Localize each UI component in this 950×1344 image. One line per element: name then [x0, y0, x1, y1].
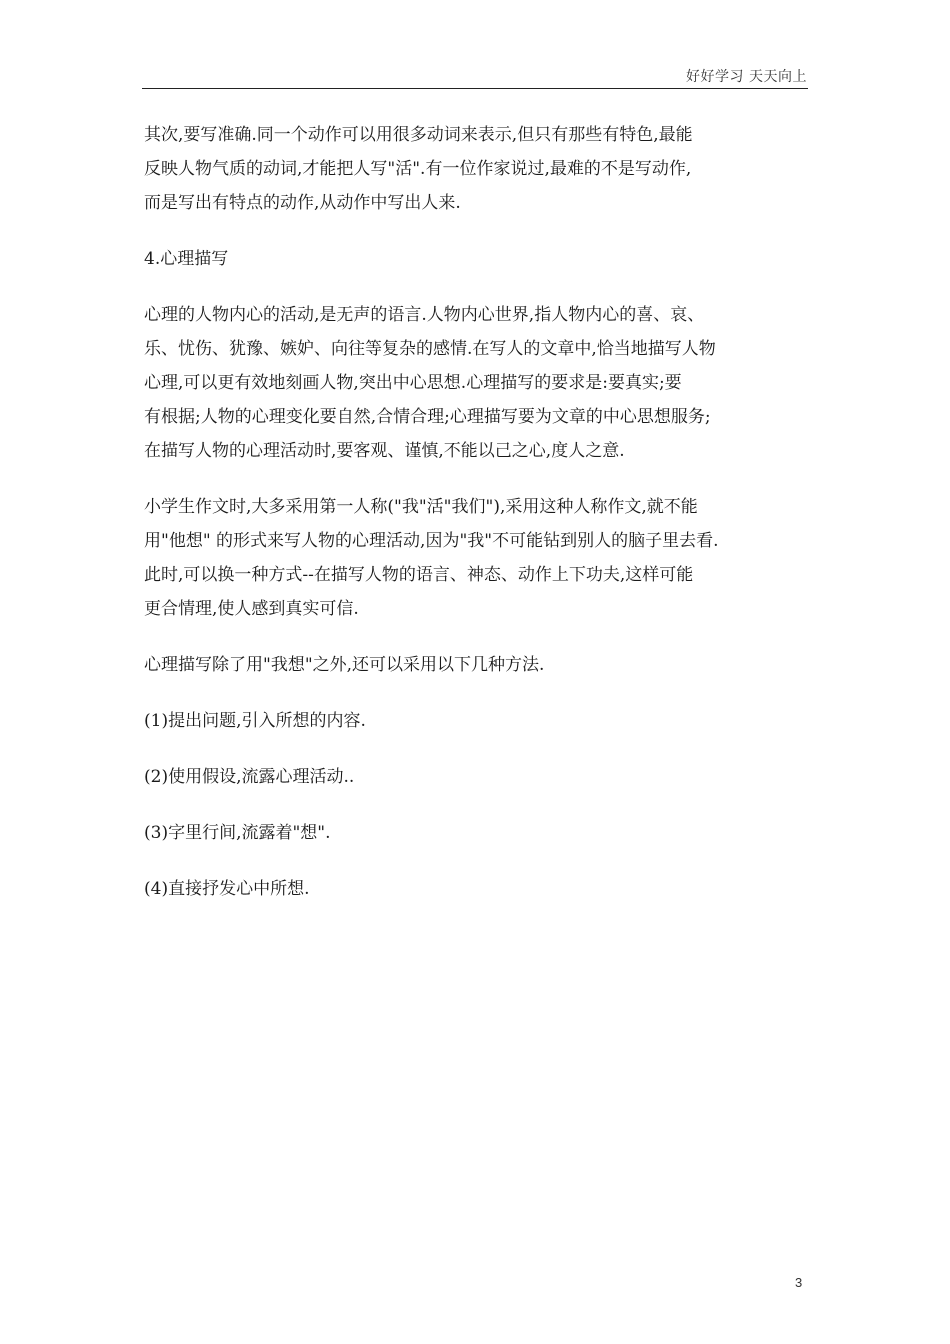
text-line: (4)直接抒发心中所想.	[144, 879, 310, 899]
text-line: (2)使用假设,流露心理活动..	[144, 767, 355, 787]
text-line: 此时,可以换一种方式--在描写人物的语言、神态、动作上下功夫,这样可能	[144, 565, 694, 585]
text-line: (3)字里行间,流露着"想".	[144, 823, 331, 843]
text-line: (1)提出问题,引入所想的内容.	[144, 711, 366, 731]
text-line: 用"他想" 的形式来写人物的心理活动,因为"我"不可能钻到别人的脑子里去看.	[144, 531, 719, 551]
list-item	[144, 760, 808, 794]
header-title: 好好学习 天天向上	[686, 69, 807, 85]
list-item	[144, 704, 808, 738]
document-body	[144, 118, 808, 928]
page-number: 3	[795, 1275, 803, 1290]
paragraph-psychology	[144, 298, 808, 468]
text-line: 心理的人物内心的活动,是无声的语言.人物内心世界,指人物内心的喜、哀、	[144, 305, 705, 325]
list-item	[144, 816, 808, 850]
text-line: 反映人物气质的动词,才能把人写"活".有一位作家说过,最难的不是写动作,	[144, 159, 692, 179]
header-divider	[142, 88, 808, 89]
paragraph-methods-intro	[144, 648, 808, 682]
text-line: 其次,要写准确.同一个动作可以用很多动词来表示,但只有那些有特色,最能	[144, 125, 693, 145]
section-heading	[144, 242, 808, 276]
heading-text: 4.心理描写	[144, 249, 229, 269]
text-line: 更合情理,使人感到真实可信.	[144, 599, 359, 619]
paragraph-first-person	[144, 490, 808, 626]
text-line: 而是写出有特点的动作,从动作中写出人来.	[144, 193, 461, 213]
text-line: 有根据;人物的心理变化要自然,合情合理;心理描写要为文章的中心思想服务;	[144, 407, 711, 427]
text-line: 乐、忧伤、犹豫、嫉妒、向往等复杂的感情.在写人的文章中,恰当地描写人物	[144, 339, 716, 359]
list-item	[144, 872, 808, 906]
paragraph-action-accuracy	[144, 118, 808, 220]
text-line: 小学生作文时,大多采用第一人称("我"活"我们"),采用这种人称作文,就不能	[144, 497, 698, 517]
text-line: 在描写人物的心理活动时,要客观、谨慎,不能以己之心,度人之意.	[144, 441, 625, 461]
text-line: 心理,可以更有效地刻画人物,突出中心思想.心理描写的要求是:要真实;要	[144, 373, 682, 393]
text-line: 心理描写除了用"我想"之外,还可以采用以下几种方法.	[144, 655, 545, 675]
